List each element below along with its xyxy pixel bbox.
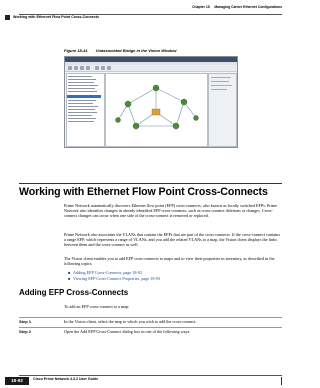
body-paragraph: Prime Network also associates the VLANs that contain the EFPs that are part of the cross-connects. If the cross-connect contains a range EFP, which represents a range of VLANs, and you add the related VLANs to a map, the Vision client displays the links between them and the cross-connect as well.: [64, 232, 280, 248]
tree-row: [68, 76, 92, 77]
header-marker: [5, 15, 10, 20]
step-text: Open the Add EFP Cross-Connect dialog box in one of the following ways:: [64, 329, 191, 334]
tree-selected-row: [67, 95, 101, 98]
figure-number: Figure 18-41: [64, 48, 88, 53]
side-row: [211, 85, 232, 86]
tree-row: [68, 106, 98, 107]
topic-link-list: [68, 270, 282, 282]
figure-title: Unassociated Bridge in the Vision Window: [95, 48, 177, 53]
footer-guide-title: Cisco Prime Network 4.3.2 User Guide: [33, 377, 99, 381]
bullet-icon: ■: [68, 270, 71, 275]
page-number: 18-92: [5, 377, 29, 385]
tree-row: [68, 121, 94, 122]
toolbar-icon: [80, 66, 84, 70]
figure-screenshot: [64, 56, 238, 148]
step-label: Step 1: [19, 319, 32, 324]
subsection-heading: Adding EFP Cross-Connects: [19, 288, 129, 297]
toolbar-icon: [74, 66, 78, 70]
body-paragraph: Prime Network automatically discovers Ethernet flow point (EFP) cross-connects, also known as locally switched EFPs. Prime Network also identifies changes in already identified EFP cross-connects, such as cross-connect deletions or changes. Cross-connect changes can occur when one side of the cross-connect is removed or replaced.: [64, 203, 277, 219]
tree-row: [68, 85, 98, 86]
procedure-intro: To add an EFP cross-connect to a map:: [64, 304, 130, 309]
section-rule: [19, 183, 282, 184]
tree-row: [68, 118, 96, 119]
tree-row: [68, 88, 95, 89]
topology-diagram: [106, 74, 207, 146]
step-rule: [19, 317, 282, 318]
step-rule: [19, 327, 282, 328]
footer-rule: [19, 375, 282, 376]
chapter-title: Managing Carrier Ethernet Configurations: [214, 5, 282, 9]
side-row: [211, 81, 229, 82]
tree-row: [68, 91, 97, 92]
list-item: [68, 276, 282, 282]
bullet-icon: ■: [68, 276, 71, 281]
toolbar-icon: [95, 66, 99, 70]
body-paragraph: The Vision client enables you to add EFP cross-connects to maps and to view their properties in inventory, as described in the following topics:: [64, 256, 275, 267]
running-header-chapter: [192, 5, 282, 9]
tree-row: [68, 109, 95, 110]
section-heading: Working with Ethernet Flow Point Cross-Connects: [19, 186, 268, 198]
side-row: [211, 89, 227, 90]
side-row: [211, 77, 231, 78]
topic-link-viewing[interactable]: Viewing EFP Cross-Connect Properties, page 18-93: [73, 276, 161, 281]
step-label: Step 2: [19, 329, 32, 334]
toolbar-icon: [68, 66, 72, 70]
toolbar-icon: [101, 66, 105, 70]
chapter-number: Chapter 18: [192, 5, 210, 9]
screenshot-toolbar: [65, 65, 237, 72]
running-header-section: Working with Ethernet Flow Point Cross-Connects: [13, 15, 99, 19]
topic-link-adding[interactable]: Adding EFP Cross-Connects, page 18-92: [73, 270, 143, 275]
figure-caption: [64, 48, 177, 53]
step-text: In the Vision client, select the map to which you wish to add the cross-connect.: [64, 319, 197, 324]
tree-row: [68, 79, 96, 80]
toolbar-icon: [86, 66, 90, 70]
tree-row: [68, 82, 94, 83]
screenshot-topology-map: [105, 73, 208, 147]
tree-row: [68, 115, 92, 116]
toolbar-icon: [107, 66, 111, 70]
tree-row: [68, 103, 93, 104]
tree-row: [68, 112, 97, 113]
tree-row: [68, 100, 96, 101]
footer-marker: [281, 377, 282, 385]
